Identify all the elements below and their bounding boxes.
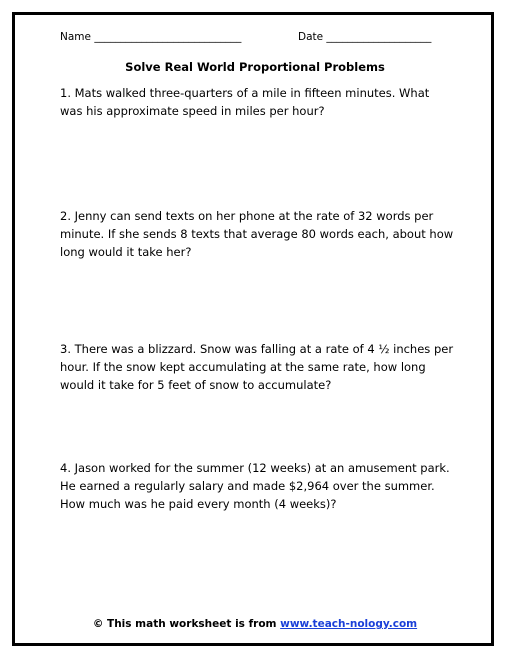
question-3: 3. There was a blizzard. Snow was falling at a rate of 4 ½ inches per hour. If the snow kept accumulating at the same rate, how long would it take for 5 feet of snow to accumulate?	[60, 342, 454, 392]
worksheet-title: Solve Real World Proportional Problems	[125, 60, 385, 74]
name-field-label: Name ____________________________	[60, 31, 242, 43]
teach-nology-link[interactable]: www.teach-nology.com	[280, 618, 418, 630]
question-2: 2. Jenny can send texts on her phone at the rate of 32 words per minute. If she sends 8 texts that average 80 words each, about how long would it take her?	[60, 209, 454, 259]
footer-text: © This math worksheet is from	[92, 618, 281, 630]
question-4: 4. Jason worked for the summer (12 weeks) at an amusement park. He earned a regularly salary and made $2,964 over the summer. How much was he paid every month (4 weeks)?	[60, 461, 450, 511]
question-1: 1. Mats walked three-quarters of a mile in fifteen minutes. What was his approximate speed in miles per hour?	[60, 86, 430, 118]
date-field-label: Date ____________________	[298, 31, 432, 43]
copyright-footer	[0, 617, 510, 631]
